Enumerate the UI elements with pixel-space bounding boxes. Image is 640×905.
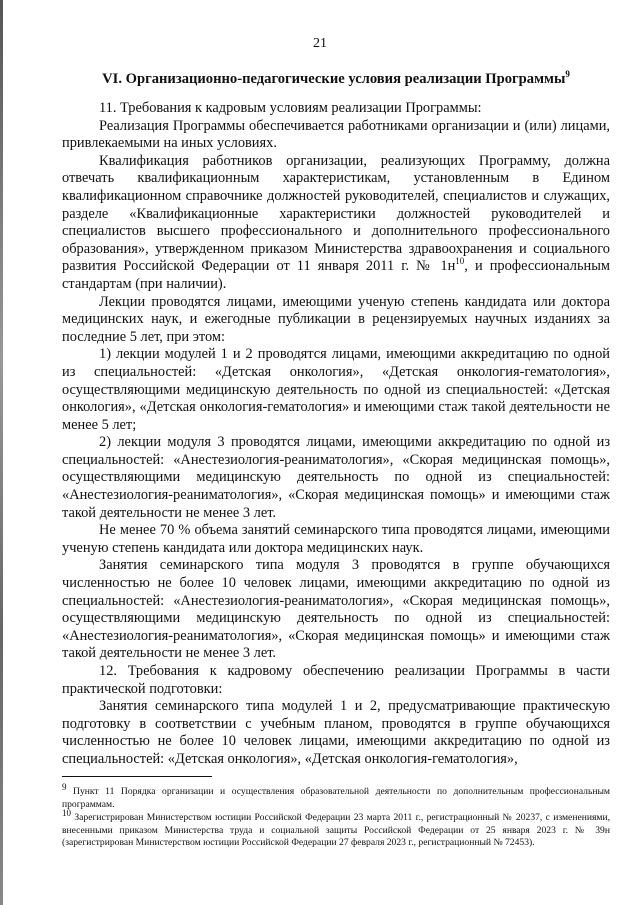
section-heading xyxy=(62,70,610,88)
footnote-ref-10: 10 xyxy=(455,256,465,267)
footnote-separator xyxy=(62,776,212,777)
paragraph-lectures-2: 2) лекции модуля 3 проводятся лицами, имеющими аккредитацию по одной из специальностей: «Анестезиология-реаниматология», «Скорая медицинская помощь», осуществляющими медицинскую деятельность по одной из специальностей: «Анестезиология-реаниматология», «Скорая медицинская помощь» и имеющими стаж такой деятельности не менее 3 лет. xyxy=(62,434,610,521)
footnote-9 xyxy=(62,781,610,811)
section-heading-text: VI. Организационно-педагогические условия реализации Программы xyxy=(102,71,566,87)
paragraph-seminars-module-3: Занятия семинарского типа модуля 3 проводятся в группе обучающихся численностью не более 10 человек лицами, имеющими аккредитацию по одной из специальностей: «Анестезиология-реаниматология», «Скорая медицинская помощь», осуществляющими медицинскую деятельность по одной из специальностей: «Анестезиология-реаниматология», «Скорая медицинская помощь» и имеющими стаж такой деятельности не менее 3 лет. xyxy=(62,557,610,662)
scan-edge xyxy=(0,0,3,905)
paragraph-lectures-1: 1) лекции модулей 1 и 2 проводятся лицами, имеющими аккредитацию по одной из специальностей: «Детская онкология», «Детская онкология-гематология», осуществляющими медицинскую деятельность по одной из специальностей: «Детская онкология», «Детская онкология-гематология» и имеющими стаж такой деятельности не менее 5 лет; xyxy=(62,346,610,433)
qualification-text: Квалификация работников организации, реализующих Программу, должна отвечать квалификационным характеристикам, установленным в Едином квалификационном справочнике должностей руководителей, специалистов и служащих, разделе «Квалификационные характеристики должностей руководителей и специалистов высшего профессионального и дополнительного профессионального образования», утвержденном приказом Министерства здравоохранения и социального развития Российской Федерации от 11 января 2011 г. № 1н xyxy=(62,152,610,275)
paragraph-11-title: 11. Требования к кадровым условиям реализации Программы: xyxy=(99,100,482,116)
footnote-mark: 10 xyxy=(62,808,71,818)
qualification-text-end: , и профессиональным стандартам (при наличии). xyxy=(62,258,610,292)
paragraph-staffing: Реализация Программы обеспечивается работниками организации и (или) лицами, привлекаемыми на иных условиях. xyxy=(62,117,610,152)
footnote-text: Зарегистрирован Министерством юстиции Российской Федерации 23 марта 2011 г., регистрационный № 20237, с изменениями, внесенными приказом Министерства труда и социальной защиты Российской Федерации от 25 января 2023 г. № 39н (зарегистрирован Министерством юстиции Российской Федерации 27 февраля 2023 г., регистрационный № 72453). xyxy=(62,812,610,849)
paragraph-practical: Занятия семинарского типа модулей 1 и 2, предусматривающие практическую подготовку в соответствии с учебным планом, проводятся в группе обучающихся численностью не более 10 человек лицами, имеющими аккредитацию по одной из специальностей: «Детская онкология», «Детская онкология-гематология», xyxy=(62,698,610,767)
document-body xyxy=(62,70,610,769)
paragraph-lectures: Лекции проводятся лицами, имеющими ученую степень кандидата или доктора медицинских наук, и ежегодные публикации в рецензируемых научных изданиях за последние 5 лет, при этом: xyxy=(62,293,610,345)
footnote-ref-9: 9 xyxy=(565,69,570,80)
footnote-10 xyxy=(62,808,610,850)
paragraph-qualification xyxy=(62,153,610,294)
footnotes xyxy=(62,781,610,851)
footnote-text: Пункт 11 Порядка организации и осуществления образовательной деятельности по дополнительным профессиональным программам. xyxy=(62,786,610,810)
paragraph-12-title: 12. Требования к кадровому обеспечению реализации Программы в части практической подготовки: xyxy=(62,663,610,697)
footnote-mark: 9 xyxy=(62,781,67,792)
paragraph-seminars-70: Не менее 70 % объема занятий семинарского типа проводятся лицами, имеющими ученую степень кандидата или доктора медицинских наук. xyxy=(62,522,610,556)
page-number: 21 xyxy=(313,36,327,51)
